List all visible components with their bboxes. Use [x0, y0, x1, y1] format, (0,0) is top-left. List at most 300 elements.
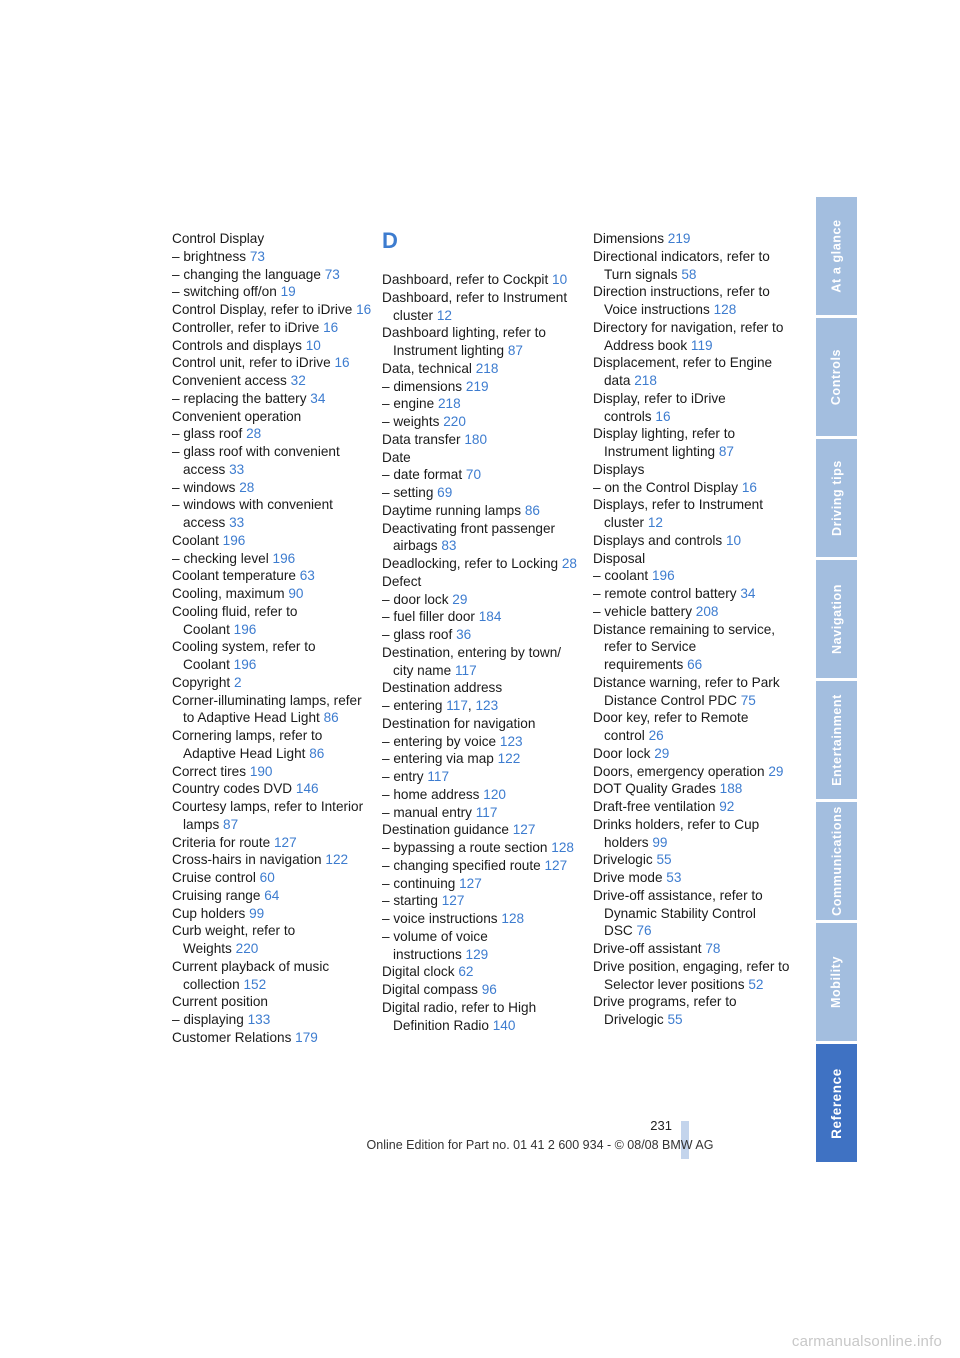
page-reference-link[interactable]: 2 — [233, 674, 242, 690]
index-entry — [593, 603, 793, 621]
page-reference-link[interactable]: 128 — [713, 302, 737, 317]
page-reference-link[interactable]: 16 — [334, 355, 350, 371]
index-entry — [382, 360, 582, 378]
index-entry-text: Country codes DVD — [172, 781, 293, 797]
tab-label: At a glance — [829, 219, 844, 293]
page-reference-link[interactable]: 60 — [259, 870, 275, 885]
index-entry-text: Drive-off assistance, refer to Dynamic Stability Control DSC — [593, 887, 763, 939]
index-column-3 — [593, 230, 793, 1029]
index-entry-text: Cup holders — [172, 905, 246, 921]
page-reference-link[interactable]: 196 — [222, 532, 246, 548]
page-reference-link[interactable]: 16 — [741, 479, 757, 495]
index-entry — [172, 798, 372, 834]
index-entry — [172, 993, 372, 1011]
page-reference-link[interactable]: 73 — [324, 266, 340, 282]
index-entry — [172, 408, 372, 426]
index-entry — [382, 520, 582, 556]
index-entry-text: Drinks holders, refer to Cup holders — [593, 816, 760, 850]
index-entry-text: Direction instructions, refer to Voice instructions — [593, 284, 770, 317]
index-entry-text: – brightness — [172, 248, 247, 264]
index-entry — [382, 804, 582, 822]
index-entry-text: Copyright — [172, 674, 231, 690]
index-entry-text: Displacement, refer to Engine data — [593, 355, 773, 388]
index-entry-text: – coolant — [593, 568, 649, 584]
page-reference-link[interactable]: 196 — [233, 621, 257, 637]
index-column-1 — [172, 230, 372, 1047]
index-entry — [593, 319, 793, 355]
index-entry — [382, 786, 582, 804]
tab-controls[interactable] — [816, 318, 857, 436]
page-reference-link[interactable]: 10 — [725, 532, 742, 548]
index-entry — [382, 679, 582, 697]
page-reference-link[interactable]: 117 — [427, 769, 450, 784]
page-reference-link[interactable]: 66 — [687, 657, 703, 672]
index-entry — [172, 354, 372, 372]
index-entry-text: Date — [382, 449, 411, 465]
index-entry — [593, 425, 793, 461]
tab-label: Navigation — [829, 584, 844, 654]
index-entry-text: Cruising range — [172, 887, 261, 903]
index-entry-text: – entry — [382, 769, 424, 784]
index-entry — [172, 283, 372, 301]
index-entry — [593, 567, 793, 585]
index-entry-text: Controller, refer to iDrive — [172, 319, 320, 335]
index-entry — [382, 591, 582, 609]
page-reference-link[interactable]: 122 — [325, 852, 349, 868]
index-entry-text: Distance remaining to service, refer to Service requirements — [593, 621, 776, 672]
page-reference-link[interactable]: 220 — [235, 941, 259, 956]
index-entry — [172, 1011, 372, 1029]
page-reference-link[interactable]: 218 — [634, 373, 657, 388]
page-reference-link[interactable]: 16 — [655, 408, 671, 424]
page-reference-link[interactable]: 208 — [695, 603, 719, 619]
index-entry-text: Destination for navigation — [382, 715, 536, 731]
index-entry-text: Controls and displays — [172, 337, 302, 353]
page-reference-link[interactable]: 86 — [309, 745, 325, 761]
index-entry-text: – remote control battery — [593, 586, 737, 601]
index-entry — [172, 834, 372, 852]
index-entry-text: Doors, emergency operation — [593, 763, 765, 779]
page-reference-link[interactable]: 128 — [551, 840, 574, 855]
page-reference-link[interactable]: 127 — [441, 893, 465, 909]
index-entry — [382, 502, 582, 520]
index-entry — [382, 608, 582, 626]
index-entry-text: – checking level — [172, 550, 269, 566]
index-entry-text: Defect — [382, 573, 422, 589]
index-entry-text: Control unit, refer to iDrive — [172, 355, 331, 371]
index-entry — [382, 289, 582, 325]
index-entry — [593, 940, 793, 958]
page-reference-link[interactable]: 26 — [648, 728, 664, 743]
index-entry — [172, 674, 372, 692]
tab-label: Communications — [829, 806, 844, 916]
tab-navigation[interactable] — [816, 560, 857, 678]
index-entry-text: – windows with convenient access — [172, 497, 333, 530]
index-entry-text: – entering via map — [382, 751, 494, 767]
index-entry — [172, 390, 372, 408]
page-reference-link[interactable]: 128 — [501, 911, 525, 926]
index-entry-text: Data, technical — [382, 360, 472, 376]
index-entry — [593, 354, 793, 390]
index-entry — [382, 999, 582, 1035]
page-reference-link[interactable]: 152 — [243, 976, 267, 992]
page-reference-link[interactable]: 70 — [465, 467, 482, 483]
page-reference-link[interactable]: 16 — [323, 319, 339, 335]
page-reference-link[interactable]: 87 — [507, 343, 523, 358]
index-entry — [172, 550, 372, 568]
index-entry — [172, 763, 372, 781]
index-entry — [382, 715, 582, 733]
page-reference-link[interactable]: 86 — [323, 710, 339, 726]
index-entry-text: Draft-free ventilation — [593, 799, 716, 814]
index-entry-text: Door lock — [593, 745, 651, 761]
index-entry-text: Data transfer — [382, 431, 461, 447]
page-reference-link[interactable]: 117 — [475, 804, 498, 820]
page-reference-link[interactable]: 52 — [748, 976, 764, 992]
page-reference-link[interactable]: 87 — [223, 816, 239, 832]
index-entry — [382, 857, 582, 875]
index-entry-text: – switching off/on — [172, 284, 277, 300]
tab-mobility[interactable] — [816, 923, 857, 1041]
index-entry — [382, 324, 582, 360]
index-entry-text: Destination guidance — [382, 822, 509, 838]
footer: Online Edition for Part no. 01 41 2 600 934 - © 08/08 BMW AG — [366, 1138, 714, 1152]
page-reference-link[interactable]: 34 — [310, 390, 326, 406]
index-entry — [172, 230, 372, 248]
page-reference-link[interactable]: 87 — [718, 444, 734, 459]
index-entry — [593, 993, 793, 1029]
index-entry — [593, 887, 793, 940]
index-entry — [382, 928, 582, 964]
page-reference-link[interactable]: 75 — [740, 692, 756, 708]
page-reference-link[interactable]: 28 — [239, 479, 255, 495]
index-entry-text: – glass roof — [382, 627, 453, 642]
index-entry-text: Drivelogic — [593, 852, 653, 868]
page-reference-link[interactable]: 127 — [544, 857, 568, 873]
index-entry — [172, 692, 372, 728]
page-reference-link[interactable]: 96 — [481, 982, 497, 997]
index-entry — [382, 395, 582, 413]
index-entry-text: Corner-illuminating lamps, refer to Adaptive Head Light — [172, 692, 362, 726]
index-entry — [172, 780, 372, 798]
index-entry — [382, 449, 582, 467]
index-entry-text: Customer Relations — [172, 1029, 292, 1045]
index-entry — [382, 271, 582, 289]
index-entry — [593, 532, 793, 550]
index-entry — [382, 555, 582, 573]
index-entry — [172, 248, 372, 266]
index-entry-text: – vehicle battery — [593, 603, 692, 619]
page-reference-link[interactable]: 146 — [295, 781, 319, 797]
index-entry-text: Cross-hairs in navigation — [172, 852, 322, 868]
index-entry-text: Drive-off assistant — [593, 941, 702, 956]
index-entry-text: Current playback of music collection — [172, 958, 330, 992]
page-reference-link[interactable]: 55 — [667, 1012, 683, 1027]
index-entry — [593, 745, 793, 763]
page-reference-link[interactable]: 86 — [524, 502, 540, 518]
index-entry — [172, 425, 372, 443]
watermark: carmanualsonline.info — [791, 1333, 942, 1350]
tab-label: Mobility — [829, 955, 844, 1009]
index-entry — [593, 621, 793, 674]
index-entry — [172, 887, 372, 905]
index-entry — [382, 466, 582, 484]
index-entry-text: DOT Quality Grades — [593, 781, 716, 797]
index-entry-text: Convenient operation — [172, 408, 302, 424]
index-entry-text: Control Display — [172, 231, 265, 246]
page-reference-link[interactable]: 62 — [458, 964, 474, 980]
index-entry-text: – weights — [382, 414, 440, 429]
page-reference-link[interactable]: 19 — [280, 284, 296, 300]
index-entry — [172, 567, 372, 585]
page-reference-link[interactable]: 219 — [465, 378, 489, 394]
page-reference-link[interactable]: 99 — [652, 834, 668, 850]
index-entry-text: Convenient access — [172, 373, 287, 388]
index-column-2 — [382, 230, 582, 1034]
index-entry-text: Current position — [172, 994, 268, 1010]
index-entry — [593, 798, 793, 816]
index-entry-text: – replacing the battery — [172, 390, 307, 406]
page-reference-link[interactable]: 69 — [437, 485, 453, 500]
index-entry-text: Distance warning, refer to Park Distance Control PDC — [593, 674, 780, 708]
index-entry-text: – bypassing a route section — [382, 840, 548, 855]
index-entry-text: – entering — [382, 698, 443, 713]
index-entry-text: – displaying — [172, 1012, 244, 1027]
index-entry-text: – fuel filler door — [382, 609, 475, 625]
page-reference-link[interactable]: 123 — [475, 698, 499, 713]
index-entry-text: Coolant — [172, 532, 219, 548]
page-reference-link[interactable]: 92 — [719, 799, 735, 814]
index-entry-text: Curb weight, refer to Weights — [172, 923, 296, 956]
index-entry — [593, 816, 793, 852]
page-reference-link[interactable]: 33 — [229, 461, 245, 477]
section-tabs — [816, 197, 857, 1165]
index-entry-text: Displays — [593, 461, 645, 477]
page-reference-link[interactable]: 90 — [288, 586, 304, 601]
page-reference-link[interactable]: 33 — [229, 515, 245, 530]
page-reference-link[interactable]: 220 — [443, 414, 466, 429]
index-entry-text: Directional indicators, refer to Turn signals — [593, 248, 770, 282]
index-entry-text: Destination, entering by town/ city name — [382, 644, 562, 678]
index-entry — [593, 461, 793, 479]
index-entry-text: Cooling, maximum — [172, 586, 285, 601]
page-reference-link[interactable]: 12 — [647, 515, 663, 530]
index-entry — [172, 922, 372, 958]
tab-label: Controls — [829, 348, 844, 406]
index-entry — [593, 390, 793, 426]
page-reference-link[interactable]: 127 — [512, 822, 536, 838]
index-entry — [172, 301, 372, 319]
index-entry — [593, 869, 793, 887]
index-entry — [382, 378, 582, 396]
index-entry-text: Dimensions — [593, 231, 665, 246]
page-reference-link[interactable]: 34 — [740, 586, 756, 601]
page-reference-link[interactable]: 76 — [636, 923, 652, 939]
page-number: 231 — [650, 1118, 672, 1133]
index-entry-text: Directory for navigation, refer to Address book — [593, 319, 784, 353]
page-reference-link[interactable]: 36 — [456, 627, 472, 642]
index-entry-text: Digital radio, refer to High Definition Radio — [382, 999, 537, 1033]
page-reference-link[interactable]: 119 — [690, 337, 713, 353]
index-entry — [382, 413, 582, 431]
index-entry — [382, 573, 582, 591]
page-reference-link[interactable]: 12 — [436, 307, 452, 323]
index-entry — [593, 496, 793, 532]
page-reference-link[interactable]: 63 — [299, 568, 315, 584]
index-entry-text: Displays, refer to Instrument cluster — [593, 497, 763, 530]
page-reference-link[interactable]: 55 — [656, 852, 672, 868]
page-reference-link[interactable]: 120 — [483, 786, 506, 802]
index-entry-text: Cooling system, refer to Coolant — [172, 639, 316, 672]
index-entry-text: – date format — [382, 467, 463, 483]
page-reference-link[interactable]: 133 — [247, 1012, 271, 1027]
page-reference-link[interactable]: 29 — [768, 763, 784, 779]
index-entry-text: Digital clock — [382, 964, 455, 980]
index-entry — [172, 1029, 372, 1047]
tab-at-a-glance[interactable] — [816, 197, 857, 315]
index-entry — [382, 875, 582, 893]
page-reference-link[interactable]: 218 — [475, 360, 499, 376]
page-reference-link[interactable]: 190 — [249, 763, 273, 779]
page-reference-link[interactable]: 78 — [705, 941, 721, 956]
index-entry-text: Dashboard, refer to Cockpit — [382, 272, 549, 287]
index-entry — [172, 869, 372, 887]
page-reference-link[interactable]: 58 — [681, 266, 697, 282]
page-reference-link[interactable]: 218 — [437, 396, 461, 412]
page-reference-link[interactable]: 28 — [246, 426, 262, 442]
index-entry — [382, 750, 582, 768]
index-entry-text: Digital compass — [382, 982, 478, 997]
page-reference-link[interactable]: 99 — [249, 905, 265, 921]
index-entry-text: – engine — [382, 396, 435, 412]
page-reference-link[interactable]: 196 — [651, 568, 675, 584]
page-reference-link[interactable]: 140 — [492, 1017, 516, 1033]
index-entry — [593, 709, 793, 745]
index-entry-text: – setting — [382, 485, 434, 500]
page-reference-link[interactable]: 196 — [272, 550, 296, 566]
page-reference-link[interactable]: 29 — [452, 591, 468, 607]
page-reference-link[interactable]: 122 — [497, 751, 521, 767]
page-reference-link[interactable]: 10 — [305, 337, 321, 353]
index-entry-text: Criteria for route — [172, 834, 271, 850]
index-entry-text: – changing specified route — [382, 857, 541, 873]
index-entry — [382, 644, 582, 680]
index-entry-text: Destination address — [382, 680, 503, 696]
index-entry-text: Daytime running lamps — [382, 502, 522, 518]
page-reference-link[interactable]: 129 — [465, 946, 489, 962]
index-entry-text: – changing the language — [172, 266, 321, 282]
index-entry-text: Drive position, engaging, refer to Selector lever positions — [593, 958, 790, 992]
page-reference-link[interactable]: 16 — [356, 302, 372, 317]
index-entry — [593, 674, 793, 710]
index-entry-text: – glass roof with convenient access — [172, 444, 340, 477]
page-reference-link[interactable]: 184 — [478, 609, 502, 625]
index-entry-text: – door lock — [382, 591, 449, 607]
page-reference-link[interactable]: 29 — [654, 745, 670, 761]
index-entry-text: Cornering lamps, refer to Adaptive Head Light — [172, 728, 323, 761]
index-entry-text: Display lighting, refer to Instrument lighting — [593, 426, 736, 459]
index-entry-text: Display, refer to iDrive controls — [593, 390, 726, 424]
page-reference-link[interactable]: 73 — [249, 248, 265, 264]
index-entry — [172, 266, 372, 284]
index-entry — [172, 372, 372, 390]
page-reference-link[interactable]: 180 — [464, 431, 488, 447]
index-entry-text: Cruise control — [172, 870, 256, 885]
page-reference-link[interactable]: 64 — [264, 887, 280, 903]
index-entry — [172, 585, 372, 603]
index-entry — [382, 910, 582, 928]
page-reference-link[interactable]: 28 — [561, 556, 577, 571]
index-entry-text: Coolant temperature — [172, 568, 296, 584]
tab-label: Entertainment — [829, 694, 844, 786]
index-entry — [593, 550, 793, 568]
tab-entertainment[interactable] — [816, 681, 857, 799]
index-entry — [382, 981, 582, 999]
page-reference-link[interactable]: 117 — [446, 698, 468, 713]
page-reference-link[interactable]: 127 — [274, 834, 297, 850]
page-reference-link[interactable]: 83 — [441, 538, 457, 554]
page-reference-link[interactable]: 117 — [454, 662, 477, 678]
page-reference-link[interactable]: 32 — [290, 373, 306, 388]
index-entry-text: Drive mode — [593, 870, 663, 885]
page-reference-link[interactable]: 219 — [667, 231, 691, 246]
index-entry-text: – starting — [382, 893, 438, 909]
index-entry-text: – windows — [172, 479, 236, 495]
index-entry — [593, 851, 793, 869]
letter-heading: D — [382, 228, 398, 253]
index-entry — [382, 626, 582, 644]
index-entry — [172, 443, 372, 479]
tab-communications[interactable] — [816, 802, 857, 920]
index-entry — [172, 905, 372, 923]
index-entry-text: Cooling fluid, refer to Coolant — [172, 603, 298, 637]
index-entry — [382, 768, 582, 786]
index-entry — [382, 963, 582, 981]
index-entry — [172, 319, 372, 337]
index-entry-text: Deadlocking, refer to Locking — [382, 556, 559, 571]
page-reference-link[interactable]: 127 — [459, 875, 482, 891]
index-entry — [172, 727, 372, 763]
index-entry — [382, 733, 582, 751]
index-entry — [382, 839, 582, 857]
page-reference-link[interactable]: 10 — [552, 272, 568, 287]
index-entry — [593, 283, 793, 319]
index-entry — [172, 638, 372, 674]
index-entry — [172, 851, 372, 869]
index-entry-text: Courtesy lamps, refer to Interior lamps — [172, 799, 364, 832]
page-reference-link[interactable]: 123 — [499, 733, 523, 749]
index-entry: – entering 117, 123 — [382, 698, 499, 713]
index-entry-text: Door key, refer to Remote control — [593, 710, 749, 743]
index-entry-text: – dimensions — [382, 378, 463, 394]
page-reference-link[interactable]: 196 — [233, 657, 257, 672]
tab-driving-tips[interactable] — [816, 439, 857, 557]
index-entry-text: – manual entry — [382, 804, 472, 820]
index-entry-text: Dashboard lighting, refer to Instrument lighting — [382, 325, 546, 358]
index-entry-text: – on the Control Display — [593, 479, 739, 495]
page-reference-link[interactable]: 179 — [295, 1029, 318, 1045]
index-entry-text: Displays and controls — [593, 532, 723, 548]
index-entry-text: Dashboard, refer to Instrument cluster — [382, 289, 568, 323]
page-reference-link[interactable]: 53 — [666, 870, 682, 885]
tab-label: Reference — [829, 1067, 844, 1139]
index-entry — [172, 496, 372, 532]
index-entry-text: Correct tires — [172, 763, 247, 779]
tab-label: Driving tips — [829, 460, 844, 536]
index-entry-text: – volume of voice instructions — [382, 928, 488, 962]
index-entry — [382, 484, 582, 502]
page-reference-link[interactable]: 188 — [719, 781, 743, 797]
